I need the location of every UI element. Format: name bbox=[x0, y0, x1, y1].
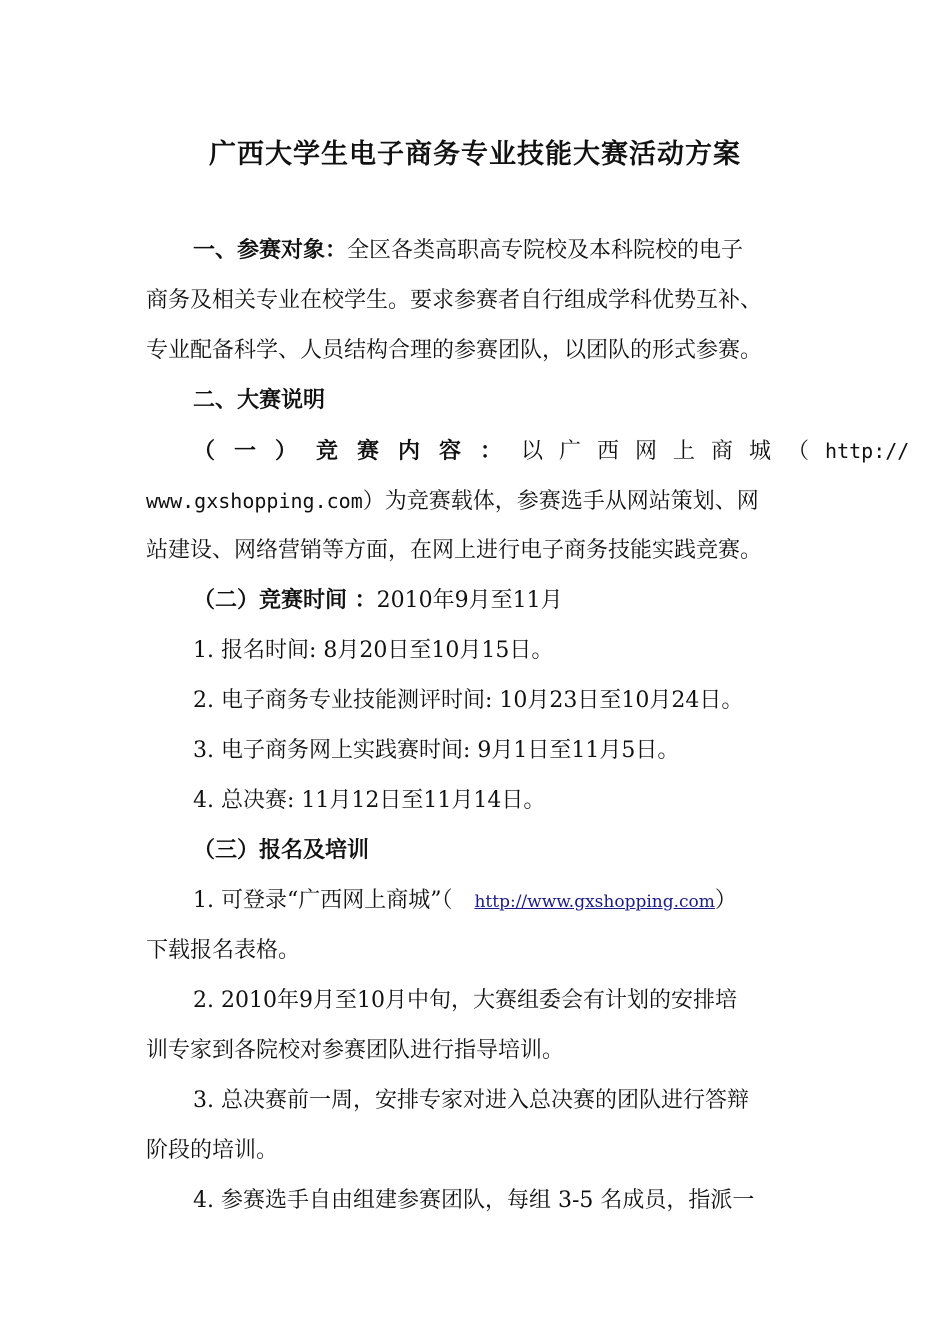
time-line bbox=[193, 586, 563, 616]
registration-item4-line1: 4. 参赛选手自由组建参赛团队，每组 3-5 名成员，指派一 bbox=[193, 1188, 755, 1213]
section1-text-1: 全区各类高职高专院校及本科院校的电子 bbox=[347, 238, 744, 263]
registration-item1 bbox=[193, 886, 737, 917]
registration-item1-prefix: 1. 可登录“广西网上商城”（ bbox=[193, 888, 453, 913]
content-label: （一）竞赛内容： bbox=[193, 439, 522, 464]
registration-item2-line2: 训专家到各院校对参赛团队进行指导培训。 bbox=[146, 1038, 565, 1063]
content-line1 bbox=[193, 436, 909, 467]
time-value: 2010年9月至11月 bbox=[376, 588, 563, 613]
registration-heading: （三）报名及培训 bbox=[193, 838, 370, 863]
time-item-4: 4. 总决赛: 11月12日至11月14日。 bbox=[193, 788, 546, 813]
time-item-1: 1. 报名时间: 8月20日至10月15日。 bbox=[193, 638, 554, 663]
content-url-1: http:// bbox=[825, 439, 910, 463]
section1-text-2: 商务及相关专业在校学生。要求参赛者自行组成学科优势互补、 bbox=[146, 288, 763, 313]
registration-item1-suffix: ） bbox=[714, 888, 737, 913]
content-url-2: www.gxshopping.com bbox=[146, 489, 363, 513]
time-label: （二）竞赛时间 ： bbox=[193, 588, 377, 613]
section1-label: 一、参赛对象： bbox=[193, 238, 348, 263]
content-text-2: ）为竞赛载体，参赛选手从网站策划、网 bbox=[362, 489, 759, 514]
registration-item2-line1: 2. 2010年9月至10月中旬，大赛组委会有计划的安排培 bbox=[193, 988, 737, 1013]
section1-text-3: 专业配备科学、人员结构合理的参赛团队，以团队的形式参赛。 bbox=[146, 338, 763, 363]
time-item-3: 3. 电子商务网上实践赛时间: 9月1日至11月5日。 bbox=[193, 738, 680, 763]
content-value-1: 以广西网上商城（ bbox=[521, 439, 826, 464]
gxshopping-link[interactable]: http://www.gxshopping.com bbox=[474, 892, 715, 912]
time-item-2: 2. 电子商务专业技能测评时间: 10月23日至10月24日。 bbox=[193, 688, 744, 713]
section1-line1 bbox=[193, 236, 743, 266]
content-line2 bbox=[146, 486, 759, 517]
page-title: 广西大学生电子商务专业技能大赛活动方案 bbox=[209, 139, 741, 170]
registration-item1-line2: 下载报名表格。 bbox=[146, 938, 301, 963]
section2-heading: 二、大赛说明 bbox=[193, 388, 326, 413]
content-text-3: 站建设、网络营销等方面，在网上进行电子商务技能实践竞赛。 bbox=[146, 538, 763, 563]
registration-item3-line1: 3. 总决赛前一周，安排专家对进入总决赛的团队进行答辩 bbox=[193, 1088, 749, 1113]
registration-item3-line2: 阶段的培训。 bbox=[146, 1138, 279, 1163]
